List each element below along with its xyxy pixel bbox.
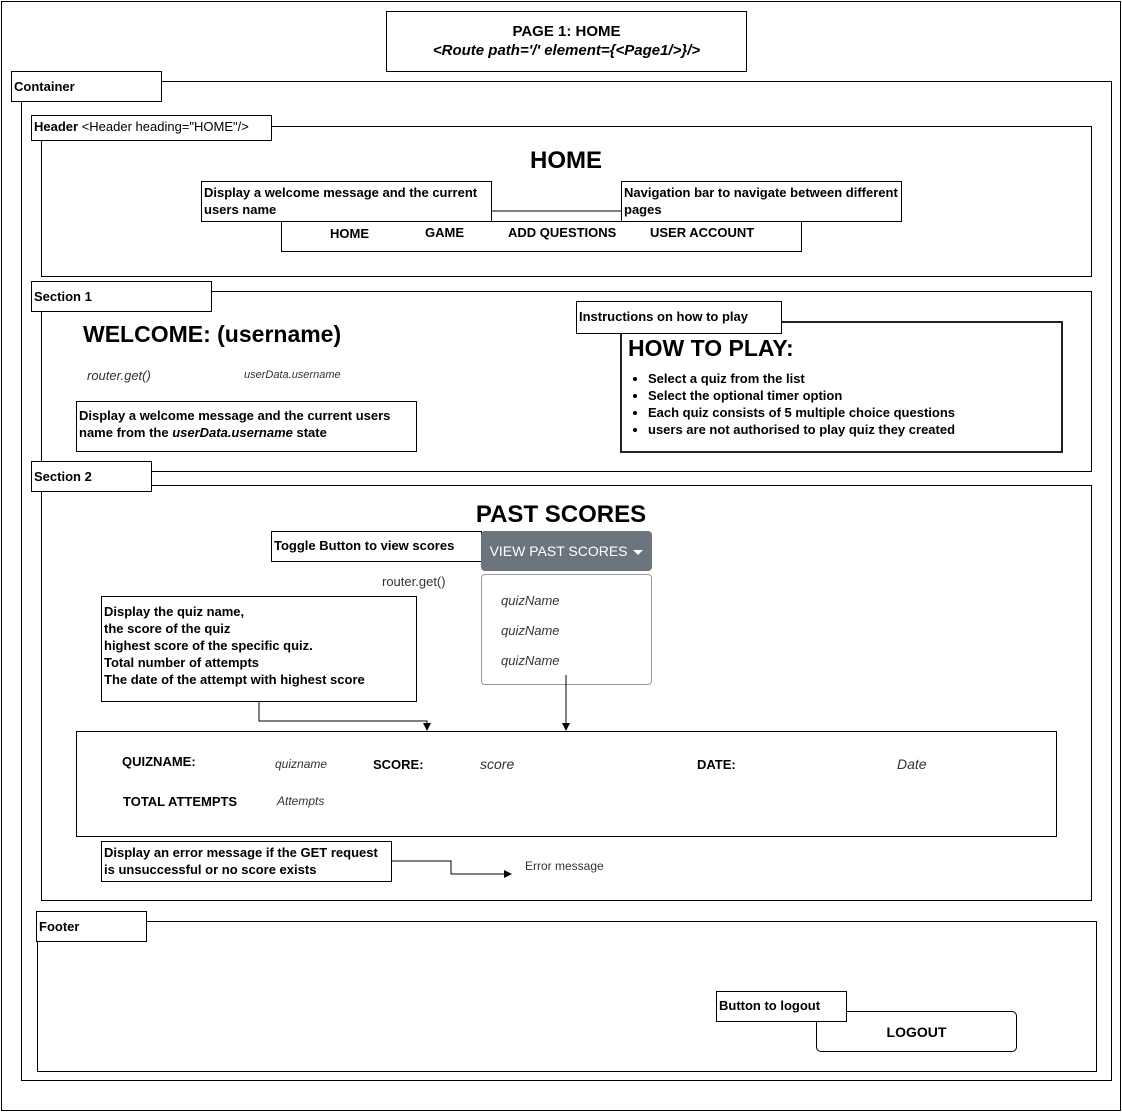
how-to-play-item: • users are not authorised to play quiz they created	[648, 421, 1061, 438]
attempts-value: Attempts	[277, 794, 325, 808]
score-card	[76, 731, 1057, 837]
instructions-note: Instructions on how to play	[576, 301, 782, 334]
view-past-scores-button[interactable]	[481, 531, 652, 571]
user-data-label: userData.username	[244, 369, 341, 381]
score-details-line: Display the quiz name,	[104, 604, 245, 619]
score-details-line: The date of the attempt with highest score	[104, 672, 365, 687]
welcome-data-note-italic: userData.username	[172, 425, 293, 440]
header-label-component: <Header heading="HOME"/>	[78, 119, 249, 134]
welcome-data-note-part2: state	[292, 425, 327, 440]
header-label	[31, 115, 272, 141]
quiz-dropdown-item[interactable]: quizName	[501, 653, 560, 668]
welcome-data-note	[76, 401, 417, 452]
nav-home[interactable]: HOME	[330, 226, 369, 241]
page-title-box	[386, 11, 747, 72]
header-heading: HOME	[530, 147, 602, 174]
attempts-label: TOTAL ATTEMPTS	[123, 794, 238, 809]
route-definition: <Route path='/' element={<Page1/>}/>	[432, 42, 701, 59]
router-get-label: router.get()	[87, 368, 151, 383]
how-to-play-item: • Each quiz consists of 5 multiple choice questions	[648, 404, 1061, 421]
section2-label: Section 2	[31, 461, 152, 492]
how-to-play-item: • Select the optional timer option	[648, 387, 1061, 404]
logout-note: Button to logout	[716, 991, 847, 1022]
footer-label: Footer	[36, 911, 147, 942]
welcome-note: Display a welcome message and the current users name	[201, 181, 492, 222]
how-to-play-title: HOW TO PLAY:	[628, 335, 794, 361]
toggle-note: Toggle Button to view scores	[271, 531, 482, 562]
quiz-dropdown-item[interactable]: quizName	[501, 623, 560, 638]
logout-button-label: LOGOUT	[886, 1024, 947, 1040]
caret-down-icon	[633, 550, 643, 555]
error-message: Error message	[525, 859, 604, 873]
score-details-note	[101, 596, 417, 702]
nav-add-questions[interactable]: ADD QUESTIONS	[508, 225, 617, 240]
how-to-play-box	[620, 321, 1063, 453]
date-value: Date	[897, 756, 927, 772]
past-scores-title: PAST SCORES	[475, 501, 647, 528]
nav-game[interactable]: GAME	[425, 225, 464, 240]
score-details-line: the score of the quiz	[104, 621, 231, 636]
date-label: DATE:	[697, 757, 736, 772]
quiz-dropdown-menu	[481, 574, 652, 685]
score-details-line: highest score of the specific quiz.	[104, 638, 313, 653]
container-label: Container	[11, 71, 162, 102]
page-title: PAGE 1: HOME	[512, 23, 621, 40]
nav-user-account[interactable]: USER ACCOUNT	[650, 225, 755, 240]
error-note: Display an error message if the GET request is unsuccessful or no score exists	[101, 841, 392, 882]
quizname-label: QUIZNAME:	[122, 754, 196, 769]
quiz-dropdown-item[interactable]: quizName	[501, 593, 560, 608]
section1-label: Section 1	[31, 281, 212, 312]
view-past-scores-label: VIEW PAST SCORES	[489, 543, 628, 559]
nav-note: Navigation bar to navigate between different pages	[621, 181, 902, 222]
router-get-label-2: router.get()	[382, 574, 446, 589]
header-label-bold: Header	[34, 119, 79, 134]
how-to-play-list	[622, 370, 1061, 438]
score-value: score	[480, 756, 515, 772]
welcome-data-note-part1: Display a welcome message and the current users name from the	[79, 408, 391, 440]
score-details-line: Total number of attempts	[104, 655, 260, 670]
score-label: SCORE:	[373, 757, 424, 772]
quizname-value: quizname	[275, 757, 328, 771]
how-to-play-item: • Select a quiz from the list	[648, 370, 1061, 387]
welcome-title: WELCOME: (username)	[83, 321, 342, 347]
